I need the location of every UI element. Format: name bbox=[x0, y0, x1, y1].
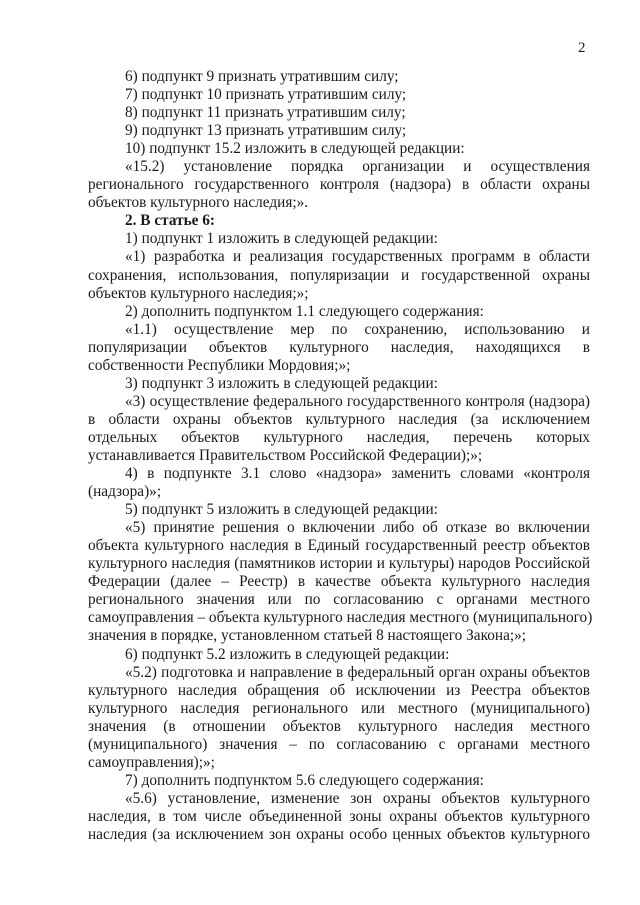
text-line: «5) принятие решения о включении либо об отказе во включении bbox=[125, 519, 590, 537]
page-number: 2 bbox=[578, 40, 586, 56]
text-line: (надзора)»; bbox=[88, 483, 162, 501]
article-heading: 2. В статье 6: bbox=[125, 212, 216, 230]
text-line: «5.6) установление, изменение зон охраны объектов культурного bbox=[125, 789, 590, 807]
text-line: регионального государственного контроля (надзора) в области охраны bbox=[88, 176, 590, 194]
document-body bbox=[88, 68, 593, 844]
text-line: отдельных объектов культурного наследия, перечень которых bbox=[88, 428, 590, 446]
text-line: объектов культурного наследия;»; bbox=[88, 284, 309, 302]
text-line: сохранения, использования, популяризации и государственной охраны bbox=[88, 266, 590, 284]
text-line: наследия, в том числе объединенной зоны охраны объектов культурного bbox=[88, 807, 590, 825]
text-line: 6) подпункт 9 признать утратившим силу; bbox=[125, 68, 399, 85]
text-line: Федерации (далее – Реестр) в качестве объекта культурного наследия bbox=[88, 573, 590, 591]
text-line: (муниципального) значения – по согласованию с органами местного bbox=[88, 735, 590, 753]
text-line: 8) подпункт 11 признать утратившим силу; bbox=[125, 104, 406, 122]
text-line: 1) подпункт 1 изложить в следующей редакции: bbox=[125, 230, 438, 248]
text-line: «3) осуществление федерального государственного контроля (надзора) bbox=[125, 392, 590, 410]
text-line: наследия (за исключением зон охраны особо ценных объектов культурного bbox=[88, 825, 590, 843]
text-line: 7) дополнить подпунктом 5.6 следующего содержания: bbox=[125, 771, 484, 789]
text-line: «5.2) подготовка и направление в федеральный орган охраны объектов bbox=[125, 663, 590, 681]
text-line: самоуправления – объекта культурного наследия местного (муниципального) bbox=[88, 609, 593, 627]
text-line: популяризации объектов культурного наследия, находящихся в bbox=[88, 338, 590, 356]
text-line: 10) подпункт 15.2 изложить в следующей редакции: bbox=[125, 140, 465, 158]
text-line: значения (в отношении объектов культурного наследия местного bbox=[88, 717, 590, 735]
text-line: регионального значения или по согласованию с органами местного bbox=[88, 591, 590, 609]
text-line: культурного наследия (памятников истории и культуры) народов Российской bbox=[88, 555, 590, 573]
text-line: 7) подпункт 10 признать утратившим силу; bbox=[125, 86, 407, 104]
text-line: самоуправления);»; bbox=[88, 753, 215, 771]
text-line: 9) подпункт 13 признать утратившим силу; bbox=[125, 122, 407, 140]
text-line: 4) в подпункте 3.1 слово «надзора» заменить словами «контроля bbox=[125, 465, 590, 483]
text-line: 6) подпункт 5.2 изложить в следующей редакции: bbox=[125, 645, 450, 663]
text-line: «1) разработка и реализация государственных программ в области bbox=[125, 248, 590, 266]
text-line: объектов культурного наследия;». bbox=[88, 194, 309, 212]
text-line: значения в порядке, установленном статьей 8 настоящего Закона;»; bbox=[88, 627, 527, 645]
text-line: культурного наследия обращения об исключении из Реестра объектов bbox=[88, 681, 590, 699]
text-line: 3) подпункт 3 изложить в следующей редакции: bbox=[125, 374, 438, 392]
text-line: 2) дополнить подпунктом 1.1 следующего содержания: bbox=[125, 302, 484, 320]
text-line: объекта культурного наследия в Единый государственный реестр объектов bbox=[88, 537, 590, 555]
text-line: «1.1) осуществление мер по сохранению, использованию и bbox=[125, 320, 590, 338]
text-line: культурного наследия регионального или местного (муниципального) bbox=[88, 699, 590, 717]
text-line: устанавливается Правительством Российской Федерации);»; bbox=[88, 446, 483, 464]
text-line: «15.2) установление порядка организации и осуществления bbox=[125, 158, 590, 176]
text-line: собственности Республики Мордовия;»; bbox=[88, 356, 351, 374]
text-line: в области охраны объектов культурного наследия (за исключением bbox=[88, 410, 590, 428]
text-line: 5) подпункт 5 изложить в следующей редакции: bbox=[125, 501, 438, 519]
